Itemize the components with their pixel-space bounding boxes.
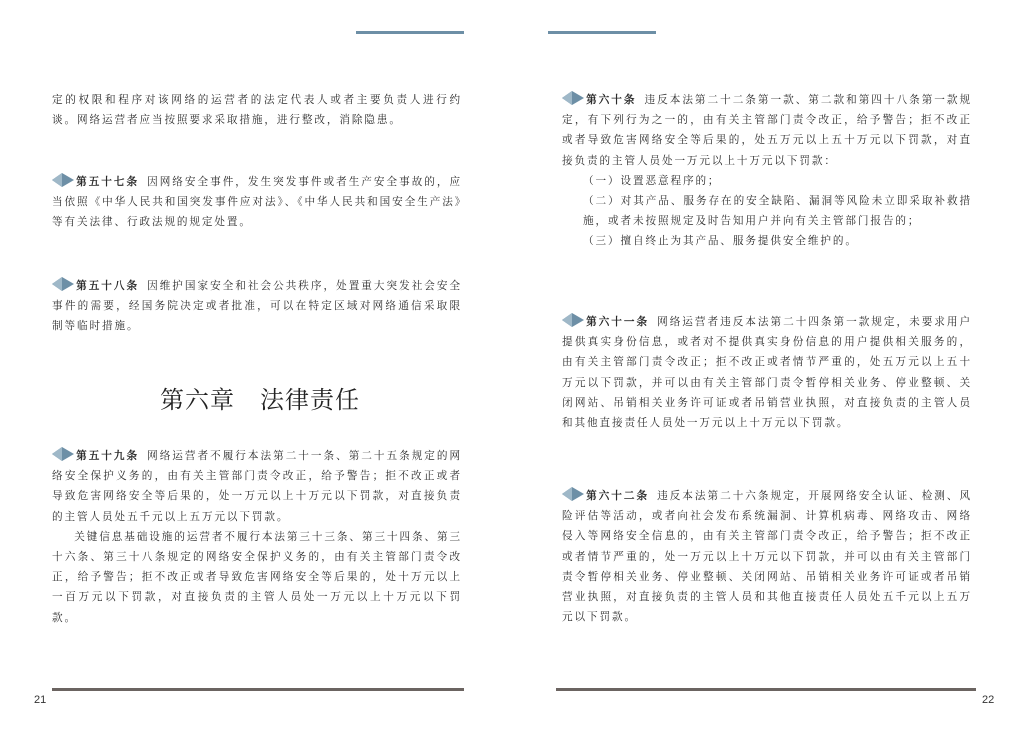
article-body: 因网络安全事件，发生突发事件或者生产安全事故的，应当依照《中华人民共和国突发事件应对法》、《中华人民共和国安全生产法》等有关法律、行政法规的规定处置。 — [52, 176, 463, 229]
article-marker-icon — [562, 313, 584, 327]
article-marker-icon — [52, 447, 74, 461]
article-heading: 第五十九条 — [76, 450, 140, 462]
article-heading: 第六十一条 — [586, 316, 650, 328]
article-57 — [52, 172, 462, 233]
article-61 — [562, 312, 972, 433]
article-marker-icon — [562, 91, 584, 105]
page-number-right: 22 — [982, 694, 995, 706]
continued-paragraph: 定的权限和程序对该网络的运营者的法定代表人或者主要负责人进行约谈。网络运营者应当按照要求采取措施，进行整改，消除隐患。 — [52, 94, 462, 127]
article-marker-icon — [52, 173, 74, 187]
list-item: （二）对其产品、服务存在的安全缺陷、漏洞等风险未立即采取补救措施，或者未按照规定及时告知用户并向有关主管部门报告的； — [583, 195, 972, 228]
article-heading: 第六十条 — [586, 94, 637, 106]
article-paragraph: 关键信息基础设施的运营者不履行本法第三十三条、第三十四条、第三十六条、第三十八条规定的网络安全保护义务的，由有关主管部门责令改正，给予警告；拒不改正或者导致危害网络安全等后果的，处十万元以上一百万元以下罚款，对直接负责的主管人员处一万元以上十万元以下罚款。 — [52, 530, 462, 624]
article-58 — [52, 276, 462, 337]
article-heading: 第五十七条 — [76, 176, 140, 188]
article-marker-icon — [52, 277, 74, 291]
chapter-title: 第六章 法律责任 — [160, 386, 360, 414]
article-body: 违反本法第二十六条规定，开展网络安全认证、检测、风险评估等活动，或者向社会发布系统漏洞、计算机病毒、网络攻击、网络侵入等网络安全信息的，由有关主管部门责令改正，给予警告；拒不改正或者情节严重的，处一万元以上十万元以下罚款，并可以由有关主管部门责令暂停相关业务、停业整顿、关闭网站、吊销相关业务许可证或者吊销营业执照，对直接负责的主管人员和其他直接责任人员处五千元以上五万元以下罚款。 — [562, 490, 973, 624]
article-body: 因维护国家安全和社会公共秩序，处置重大突发社会安全事件的需要，经国务院决定或者批准，可以在特定区域对网络通信采取限制等临时措施。 — [52, 280, 463, 333]
list-item: （一）设置恶意程序的； — [583, 174, 721, 187]
article-body: 网络运营者不履行本法第二十一条、第二十五条规定的网络安全保护义务的，由有关主管部门责令改正，给予警告；拒不改正或者导致危害网络安全等后果的，处一万元以上十万元以下罚款，对直接负责的主管人员处五千元以上五万元以下罚款。 — [52, 450, 463, 523]
article-60 — [562, 90, 972, 252]
footer-rule-right — [556, 688, 976, 691]
list-item: （三）擅自终止为其产品、服务提供安全维护的。 — [583, 235, 858, 248]
article-59 — [52, 446, 462, 628]
article-heading: 第五十八条 — [76, 280, 140, 292]
right-page — [512, 0, 1024, 741]
article-heading: 第六十二条 — [586, 490, 650, 502]
article-62 — [562, 486, 972, 627]
article-body: 违反本法第二十二条第一款、第二款和第四十八条第一款规定，有下列行为之一的，由有关主管部门责令改正，给予警告；拒不改正或者导致危害网络安全等后果的，处五万元以上五十万元以下罚款，对直接负责的主管人员处一万元以上十万元以下罚款： — [562, 94, 972, 167]
footer-rule-left — [52, 688, 464, 691]
page-number-left: 21 — [34, 694, 47, 706]
article-marker-icon — [562, 487, 584, 501]
article-body: 网络运营者违反本法第二十四条第一款规定，未要求用户提供真实身份信息，或者对不提供真实身份信息的用户提供相关服务的，由有关主管部门责令改正；拒不改正或者情节严重的，处五万元以上五十万元以下罚款，并可以由有关主管部门责令暂停相关业务、停业整顿、关闭网站、吊销相关业务许可证或者吊销营业执照，对直接负责的主管人员和其他直接责任人员处一万元以上十万元以下罚款。 — [562, 316, 973, 430]
